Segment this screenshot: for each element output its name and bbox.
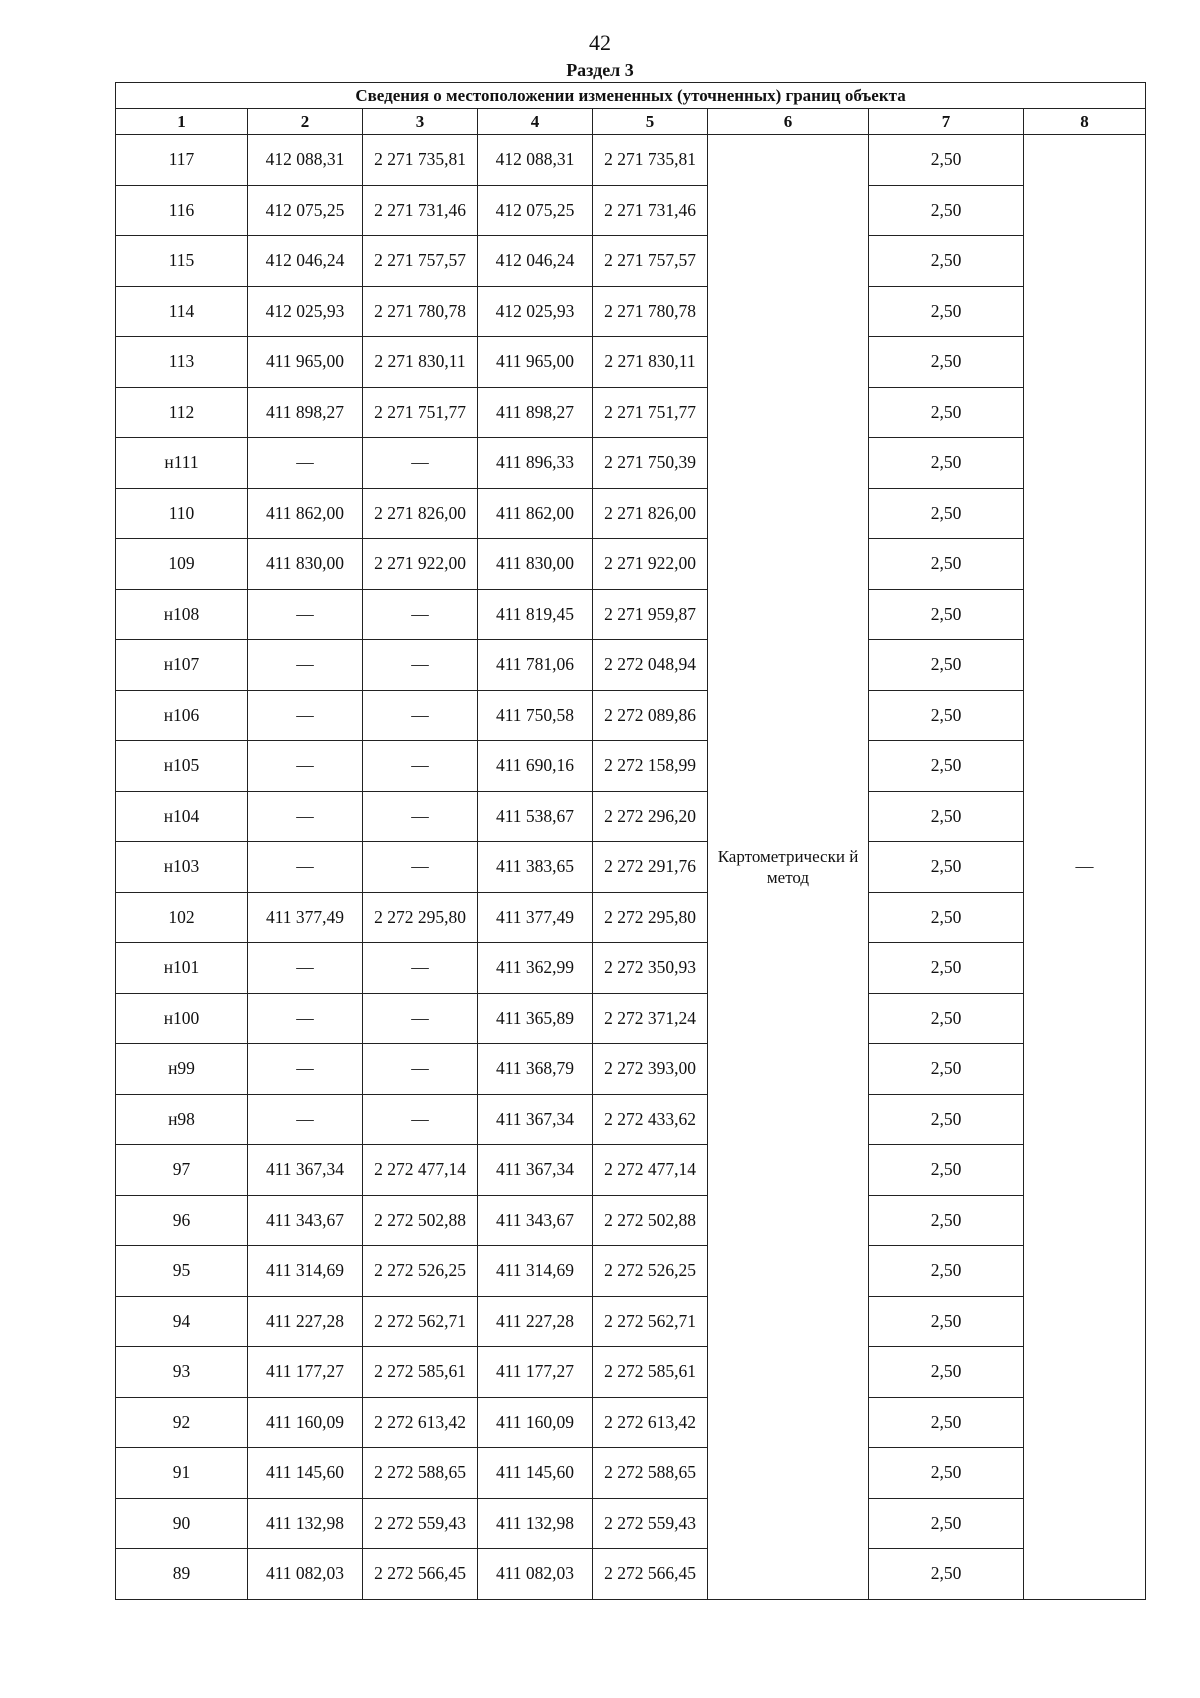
cell-x-old: 411 082,03 (248, 1549, 363, 1600)
cell-x-old: — (248, 690, 363, 741)
table-row (116, 1296, 1146, 1347)
cell-point: 113 (116, 337, 248, 388)
table-row (116, 1246, 1146, 1297)
cell-point: н105 (116, 741, 248, 792)
cell-y-old: 2 271 751,77 (363, 387, 478, 438)
cell-x-new: 411 965,00 (478, 337, 593, 388)
cell-y-old: 2 271 757,57 (363, 236, 478, 287)
cell-y-new: 2 271 780,78 (593, 286, 708, 337)
coordinates-table (115, 82, 1146, 1600)
cell-y-new: 2 271 751,77 (593, 387, 708, 438)
cell-y-old: — (363, 741, 478, 792)
cell-point: н104 (116, 791, 248, 842)
cell-accuracy: 2,50 (869, 135, 1024, 186)
cell-x-old: — (248, 993, 363, 1044)
cell-point: 89 (116, 1549, 248, 1600)
cell-method: Картометрически й метод (708, 135, 869, 1600)
cell-y-new: 2 272 613,42 (593, 1397, 708, 1448)
cell-y-new: 2 272 350,93 (593, 943, 708, 994)
cell-y-old: 2 272 477,14 (363, 1145, 478, 1196)
page-number: 42 (589, 30, 611, 55)
cell-y-new: 2 272 562,71 (593, 1296, 708, 1347)
cell-x-new: 412 046,24 (478, 236, 593, 287)
cell-point: н101 (116, 943, 248, 994)
cell-point: 91 (116, 1448, 248, 1499)
cell-point: н103 (116, 842, 248, 893)
cell-accuracy: 2,50 (869, 236, 1024, 287)
column-number: 3 (363, 109, 478, 135)
table-row (116, 1397, 1146, 1448)
cell-y-old: 2 272 526,25 (363, 1246, 478, 1297)
cell-x-new: 412 088,31 (478, 135, 593, 186)
cell-x-new: 411 145,60 (478, 1448, 593, 1499)
cell-x-old: 412 046,24 (248, 236, 363, 287)
cell-x-old: 411 132,98 (248, 1498, 363, 1549)
cell-point: 110 (116, 488, 248, 539)
cell-x-old: 411 177,27 (248, 1347, 363, 1398)
table-row (116, 135, 1146, 186)
table-row (116, 741, 1146, 792)
cell-accuracy: 2,50 (869, 1246, 1024, 1297)
column-number: 6 (708, 109, 869, 135)
cell-point: 115 (116, 236, 248, 287)
cell-accuracy: 2,50 (869, 892, 1024, 943)
cell-point: 114 (116, 286, 248, 337)
table-row (116, 387, 1146, 438)
cell-x-new: 411 781,06 (478, 640, 593, 691)
cell-y-old: 2 272 585,61 (363, 1347, 478, 1398)
cell-accuracy: 2,50 (869, 741, 1024, 792)
cell-x-new: 411 819,45 (478, 589, 593, 640)
cell-y-old: — (363, 589, 478, 640)
cell-y-new: 2 271 750,39 (593, 438, 708, 489)
cell-y-new: 2 272 585,61 (593, 1347, 708, 1398)
cell-x-new: 411 368,79 (478, 1044, 593, 1095)
column-number-row (116, 109, 1146, 135)
cell-point: н108 (116, 589, 248, 640)
cell-x-new: 411 160,09 (478, 1397, 593, 1448)
cell-x-old: — (248, 943, 363, 994)
cell-point: н107 (116, 640, 248, 691)
cell-y-new: 2 271 731,46 (593, 185, 708, 236)
cell-point: 97 (116, 1145, 248, 1196)
cell-y-old: 2 272 502,88 (363, 1195, 478, 1246)
cell-x-old: — (248, 589, 363, 640)
cell-y-new: 2 272 295,80 (593, 892, 708, 943)
cell-x-old: — (248, 842, 363, 893)
table-row (116, 1498, 1146, 1549)
column-number: 1 (116, 109, 248, 135)
cell-y-new: 2 272 566,45 (593, 1549, 708, 1600)
cell-y-old: — (363, 438, 478, 489)
cell-accuracy: 2,50 (869, 1397, 1024, 1448)
cell-point: 94 (116, 1296, 248, 1347)
cell-y-old: — (363, 1044, 478, 1095)
cell-y-new: 2 271 830,11 (593, 337, 708, 388)
table-row (116, 842, 1146, 893)
cell-y-new: 2 272 502,88 (593, 1195, 708, 1246)
cell-x-new: 411 367,34 (478, 1145, 593, 1196)
cell-accuracy: 2,50 (869, 1498, 1024, 1549)
cell-x-old: — (248, 438, 363, 489)
cell-point: 93 (116, 1347, 248, 1398)
cell-y-old: — (363, 640, 478, 691)
table-row (116, 1145, 1146, 1196)
cell-y-new: 2 272 371,24 (593, 993, 708, 1044)
table-row (116, 690, 1146, 741)
cell-accuracy: 2,50 (869, 1347, 1024, 1398)
cell-x-new: 411 377,49 (478, 892, 593, 943)
cell-x-old: — (248, 1044, 363, 1095)
cell-x-new: 411 750,58 (478, 690, 593, 741)
cell-point: н99 (116, 1044, 248, 1095)
cell-point: 102 (116, 892, 248, 943)
cell-y-new: 2 272 089,86 (593, 690, 708, 741)
cell-x-old: 411 965,00 (248, 337, 363, 388)
cell-y-new: 2 272 477,14 (593, 1145, 708, 1196)
cell-x-old: — (248, 1094, 363, 1145)
cell-accuracy: 2,50 (869, 943, 1024, 994)
cell-y-new: 2 272 048,94 (593, 640, 708, 691)
cell-point: 90 (116, 1498, 248, 1549)
cell-point: 117 (116, 135, 248, 186)
cell-y-old: 2 272 559,43 (363, 1498, 478, 1549)
cell-accuracy: 2,50 (869, 993, 1024, 1044)
cell-point: н100 (116, 993, 248, 1044)
cell-x-old: 411 367,34 (248, 1145, 363, 1196)
column-number: 5 (593, 109, 708, 135)
cell-y-new: 2 272 393,00 (593, 1044, 708, 1095)
cell-accuracy: 2,50 (869, 539, 1024, 590)
cell-y-new: 2 271 959,87 (593, 589, 708, 640)
cell-y-old: — (363, 1094, 478, 1145)
table-row (116, 1094, 1146, 1145)
cell-point: 112 (116, 387, 248, 438)
cell-accuracy: 2,50 (869, 589, 1024, 640)
cell-x-old: 411 377,49 (248, 892, 363, 943)
cell-x-old: 411 898,27 (248, 387, 363, 438)
cell-x-old: — (248, 640, 363, 691)
table-row (116, 539, 1146, 590)
column-number: 8 (1024, 109, 1146, 135)
cell-y-new: 2 271 757,57 (593, 236, 708, 287)
cell-accuracy: 2,50 (869, 1094, 1024, 1145)
column-number: 7 (869, 109, 1024, 135)
cell-x-new: 411 383,65 (478, 842, 593, 893)
cell-y-new: 2 272 158,99 (593, 741, 708, 792)
cell-y-old: 2 272 562,71 (363, 1296, 478, 1347)
column-number: 4 (478, 109, 593, 135)
cell-accuracy: 2,50 (869, 690, 1024, 741)
cell-x-old: 412 088,31 (248, 135, 363, 186)
cell-x-new: 411 343,67 (478, 1195, 593, 1246)
cell-y-new: 2 272 296,20 (593, 791, 708, 842)
cell-x-new: 411 538,67 (478, 791, 593, 842)
cell-accuracy: 2,50 (869, 488, 1024, 539)
table-row (116, 236, 1146, 287)
cell-accuracy: 2,50 (869, 1195, 1024, 1246)
cell-y-old: — (363, 993, 478, 1044)
table-row (116, 791, 1146, 842)
cell-accuracy: 2,50 (869, 1145, 1024, 1196)
cell-point: н111 (116, 438, 248, 489)
cell-y-new: 2 271 735,81 (593, 135, 708, 186)
cell-accuracy: 2,50 (869, 1448, 1024, 1499)
cell-y-old: 2 271 922,00 (363, 539, 478, 590)
cell-x-new: 412 075,25 (478, 185, 593, 236)
cell-x-old: 412 075,25 (248, 185, 363, 236)
table-row (116, 943, 1146, 994)
table-row (116, 1549, 1146, 1600)
cell-y-old: 2 272 588,65 (363, 1448, 478, 1499)
cell-accuracy: 2,50 (869, 1044, 1024, 1095)
cell-accuracy: 2,50 (869, 438, 1024, 489)
cell-y-old: 2 271 735,81 (363, 135, 478, 186)
cell-x-old: 411 145,60 (248, 1448, 363, 1499)
cell-point: н106 (116, 690, 248, 741)
cell-x-old: — (248, 791, 363, 842)
cell-x-old: — (248, 741, 363, 792)
cell-y-new: 2 272 291,76 (593, 842, 708, 893)
table-row (116, 488, 1146, 539)
cell-y-new: 2 271 826,00 (593, 488, 708, 539)
cell-x-new: 411 362,99 (478, 943, 593, 994)
cell-y-old: 2 271 830,11 (363, 337, 478, 388)
cell-point: н98 (116, 1094, 248, 1145)
cell-y-new: 2 271 922,00 (593, 539, 708, 590)
table-row (116, 589, 1146, 640)
cell-y-new: 2 272 433,62 (593, 1094, 708, 1145)
cell-accuracy: 2,50 (869, 842, 1024, 893)
table-caption-row (116, 83, 1146, 109)
table-row (116, 640, 1146, 691)
cell-x-new: 411 690,16 (478, 741, 593, 792)
cell-col8: — (1024, 135, 1146, 1600)
cell-y-old: 2 271 826,00 (363, 488, 478, 539)
column-number: 2 (248, 109, 363, 135)
section-title: Раздел 3 (566, 60, 634, 80)
cell-x-old: 411 160,09 (248, 1397, 363, 1448)
cell-accuracy: 2,50 (869, 791, 1024, 842)
cell-y-old: 2 271 731,46 (363, 185, 478, 236)
cell-y-old: 2 272 566,45 (363, 1549, 478, 1600)
cell-point: 95 (116, 1246, 248, 1297)
cell-x-new: 411 830,00 (478, 539, 593, 590)
table-caption: Сведения о местоположении измененных (уточненных) границ объекта (116, 83, 1146, 109)
cell-x-new: 411 132,98 (478, 1498, 593, 1549)
cell-point: 96 (116, 1195, 248, 1246)
cell-y-old: — (363, 791, 478, 842)
cell-accuracy: 2,50 (869, 1549, 1024, 1600)
cell-accuracy: 2,50 (869, 286, 1024, 337)
cell-y-old: 2 272 613,42 (363, 1397, 478, 1448)
cell-x-new: 411 082,03 (478, 1549, 593, 1600)
table-row (116, 337, 1146, 388)
cell-x-old: 412 025,93 (248, 286, 363, 337)
cell-x-new: 411 314,69 (478, 1246, 593, 1297)
table-row (116, 286, 1146, 337)
cell-y-old: — (363, 842, 478, 893)
cell-accuracy: 2,50 (869, 185, 1024, 236)
cell-x-old: 411 227,28 (248, 1296, 363, 1347)
table-row (116, 1195, 1146, 1246)
cell-y-old: 2 271 780,78 (363, 286, 478, 337)
table-row (116, 438, 1146, 489)
cell-x-old: 411 314,69 (248, 1246, 363, 1297)
cell-point: 92 (116, 1397, 248, 1448)
table-row (116, 1044, 1146, 1095)
cell-y-new: 2 272 588,65 (593, 1448, 708, 1499)
cell-x-new: 411 177,27 (478, 1347, 593, 1398)
cell-x-old: 411 862,00 (248, 488, 363, 539)
table-body (116, 135, 1146, 1600)
cell-x-new: 411 862,00 (478, 488, 593, 539)
cell-x-old: 411 343,67 (248, 1195, 363, 1246)
cell-y-new: 2 272 526,25 (593, 1246, 708, 1297)
table-row (116, 993, 1146, 1044)
cell-y-old: — (363, 690, 478, 741)
cell-x-new: 411 367,34 (478, 1094, 593, 1145)
cell-x-old: 411 830,00 (248, 539, 363, 590)
table-row (116, 892, 1146, 943)
table-row (116, 1448, 1146, 1499)
cell-point: 109 (116, 539, 248, 590)
cell-accuracy: 2,50 (869, 387, 1024, 438)
cell-x-new: 411 896,33 (478, 438, 593, 489)
cell-y-old: 2 272 295,80 (363, 892, 478, 943)
cell-accuracy: 2,50 (869, 1296, 1024, 1347)
cell-x-new: 411 365,89 (478, 993, 593, 1044)
table-row (116, 1347, 1146, 1398)
cell-x-new: 412 025,93 (478, 286, 593, 337)
table-row (116, 185, 1146, 236)
cell-y-old: — (363, 943, 478, 994)
cell-point: 116 (116, 185, 248, 236)
cell-x-new: 411 227,28 (478, 1296, 593, 1347)
cell-x-new: 411 898,27 (478, 387, 593, 438)
cell-y-new: 2 272 559,43 (593, 1498, 708, 1549)
cell-accuracy: 2,50 (869, 337, 1024, 388)
cell-accuracy: 2,50 (869, 640, 1024, 691)
